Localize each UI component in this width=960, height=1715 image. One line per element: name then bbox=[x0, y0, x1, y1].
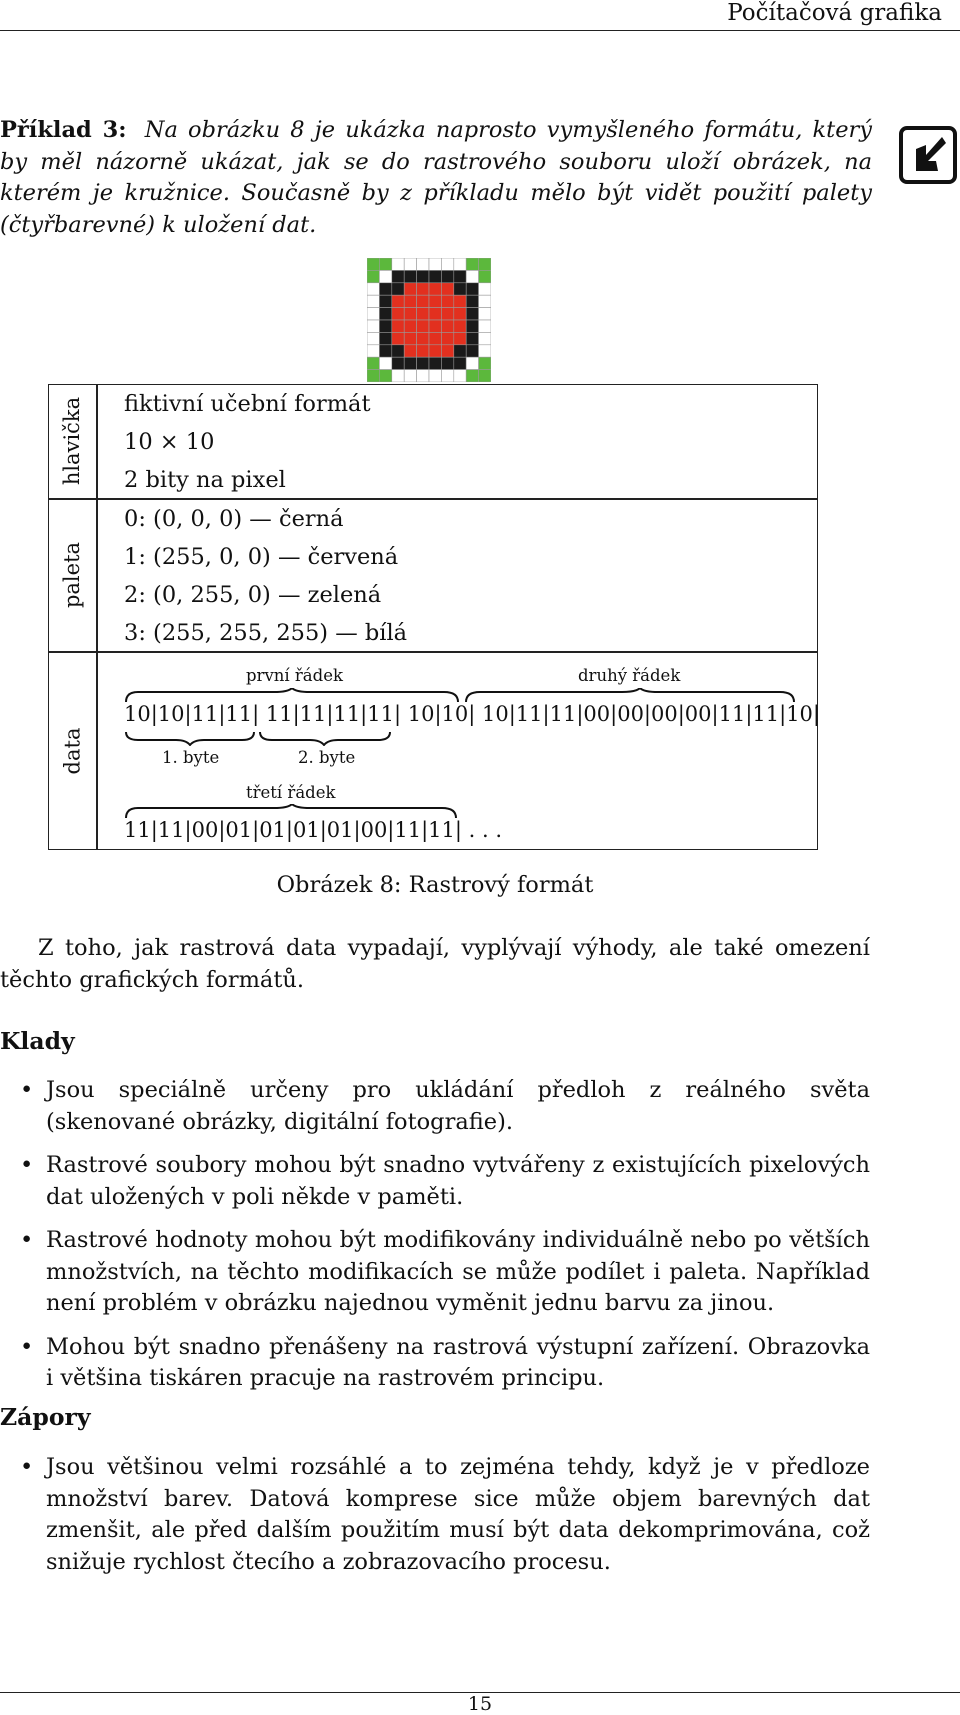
header-rule bbox=[0, 30, 960, 31]
pixel-cell bbox=[479, 345, 491, 357]
pixel-cell bbox=[441, 270, 453, 282]
pixel-cell bbox=[429, 357, 441, 369]
figure-caption: Obrázek 8: Rastrový formát bbox=[276, 872, 594, 898]
pixel-cell bbox=[379, 308, 391, 320]
cons-list bbox=[0, 1452, 870, 1590]
bits-byte-1: 10|10|11|11| bbox=[124, 702, 260, 726]
pixel-cell bbox=[454, 295, 466, 307]
pixel-cell bbox=[367, 308, 379, 320]
pixel-image bbox=[367, 258, 491, 382]
palette-line-3: 3: (255, 255, 255) — bílá bbox=[124, 620, 408, 646]
pixel-cell bbox=[367, 345, 379, 357]
section-header-label: hlavička bbox=[60, 396, 85, 486]
list-item: • Rastrové soubory mohou být snadno vytvářeny z existujících pixelových dat uložených v poli někde v paměti. bbox=[20, 1152, 870, 1210]
pros-list bbox=[0, 1075, 870, 1407]
pixel-cell bbox=[367, 357, 379, 369]
pixel-cell bbox=[404, 295, 416, 307]
list-item: • Mohou být snadno přenášeny na rastrová výstupní zařízení. Obrazovka i většina tiskáren pracuje na rastrovém principu. bbox=[20, 1333, 870, 1391]
pixel-cell bbox=[429, 295, 441, 307]
pixel-cell bbox=[404, 283, 416, 295]
pixel-cell bbox=[392, 270, 404, 282]
pixel-cell bbox=[466, 308, 478, 320]
pixel-cell bbox=[404, 357, 416, 369]
pixel-cell bbox=[441, 283, 453, 295]
pixel-cell bbox=[417, 258, 429, 270]
pixel-cell bbox=[441, 320, 453, 332]
header-line-1: fiktivní učební formát bbox=[124, 391, 371, 417]
byte-braces bbox=[124, 730, 394, 746]
pixel-cell bbox=[454, 332, 466, 344]
pixel-cell bbox=[392, 345, 404, 357]
pixel-cell bbox=[479, 258, 491, 270]
pixel-cell bbox=[479, 295, 491, 307]
pixel-cell bbox=[429, 332, 441, 344]
pixel-cell bbox=[404, 320, 416, 332]
pixel-cell bbox=[466, 357, 478, 369]
pixel-cell bbox=[429, 258, 441, 270]
data-bits-row1 bbox=[124, 702, 820, 726]
pixel-cell bbox=[404, 345, 416, 357]
bits-row2: 10|11|11|00|00|00|00|11|11|10| bbox=[475, 702, 820, 726]
pixel-cell bbox=[479, 308, 491, 320]
pixel-cell bbox=[367, 270, 379, 282]
pixel-cell bbox=[479, 370, 491, 382]
row2-label: druhý řádek bbox=[578, 666, 681, 685]
pixel-cell bbox=[379, 295, 391, 307]
pixel-cell bbox=[429, 270, 441, 282]
pixel-cell bbox=[454, 283, 466, 295]
pixel-cell bbox=[392, 357, 404, 369]
pixel-cell bbox=[479, 332, 491, 344]
example-paragraph bbox=[0, 115, 872, 241]
pixel-cell bbox=[379, 345, 391, 357]
pixel-cell bbox=[367, 283, 379, 295]
pixel-cell bbox=[479, 283, 491, 295]
pixel-cell bbox=[379, 370, 391, 382]
intro-paragraph: Z toho, jak rastrová data vypadají, vyplývají výhody, ale také omezení těchto grafických formátů. bbox=[0, 935, 870, 993]
pixel-cell bbox=[441, 345, 453, 357]
pixel-cell bbox=[454, 320, 466, 332]
data-bits-row3 bbox=[124, 818, 502, 842]
pixel-cell bbox=[404, 270, 416, 282]
pixel-cell bbox=[367, 332, 379, 344]
pros-heading: Klady bbox=[0, 1027, 75, 1055]
example-hand-icon bbox=[898, 125, 958, 185]
pixel-cell bbox=[441, 357, 453, 369]
pixel-cell bbox=[417, 345, 429, 357]
palette-line-1: 1: (255, 0, 0) — červená bbox=[124, 544, 399, 570]
pixel-cell bbox=[417, 370, 429, 382]
pixel-cell bbox=[404, 370, 416, 382]
pixel-cell bbox=[454, 308, 466, 320]
pixel-cell bbox=[379, 258, 391, 270]
byte2-label: 2. byte bbox=[298, 748, 356, 767]
pixel-cell bbox=[367, 370, 379, 382]
pixel-cell bbox=[466, 283, 478, 295]
pixel-cell bbox=[479, 357, 491, 369]
bits-row3: 11|11|00|01|01|01|01|00|11|11| bbox=[124, 818, 462, 842]
pixel-cell bbox=[367, 295, 379, 307]
pixel-cell bbox=[479, 270, 491, 282]
pixel-cell bbox=[392, 308, 404, 320]
pixel-cell bbox=[441, 370, 453, 382]
pixel-cell bbox=[429, 283, 441, 295]
pixel-cell bbox=[441, 332, 453, 344]
pixel-cell bbox=[429, 308, 441, 320]
pixel-cell bbox=[466, 370, 478, 382]
bits-row1-rest: 10|10| bbox=[401, 702, 476, 726]
pixel-cell bbox=[466, 295, 478, 307]
pixel-cell bbox=[417, 308, 429, 320]
byte1-label: 1. byte bbox=[162, 748, 220, 767]
pixel-cell bbox=[429, 345, 441, 357]
pixel-cell bbox=[466, 345, 478, 357]
pixel-cell bbox=[466, 270, 478, 282]
palette-line-0: 0: (0, 0, 0) — černá bbox=[124, 506, 344, 532]
pixel-cell bbox=[441, 308, 453, 320]
pixel-cell bbox=[367, 258, 379, 270]
pixel-cell bbox=[454, 258, 466, 270]
pixel-cell bbox=[479, 320, 491, 332]
page-number: 15 bbox=[467, 1693, 493, 1715]
pixel-cell bbox=[392, 320, 404, 332]
header-line-3: 2 bity na pixel bbox=[124, 467, 286, 493]
example-label: Příklad 3: bbox=[0, 117, 127, 143]
pixel-cell bbox=[417, 357, 429, 369]
example-text: Na obrázku 8 je ukázka naprosto vymyšleného formátu, který by měl názorně ukázat, jak se do rastrového souboru uloží obrázek, na kterém je kružnice. Současně by z příkladu mělo být vidět použití palety (čtyřbarevné) k uložení dat. bbox=[0, 117, 872, 238]
pixel-cell bbox=[454, 270, 466, 282]
format-divider bbox=[96, 384, 98, 850]
pixel-cell bbox=[466, 320, 478, 332]
running-title: Počítačová grafika bbox=[727, 0, 942, 26]
pixel-cell bbox=[392, 370, 404, 382]
pixel-cell bbox=[417, 270, 429, 282]
header-line-2: 10 × 10 bbox=[124, 429, 215, 455]
pixel-cell bbox=[404, 308, 416, 320]
pixel-cell bbox=[392, 332, 404, 344]
pixel-cell bbox=[417, 332, 429, 344]
list-item: • Jsou speciálně určeny pro ukládání předloh z reálného světa (skenované obrázky, digitální fotografie). bbox=[20, 1077, 870, 1135]
palette-line-2: 2: (0, 255, 0) — zelená bbox=[124, 582, 382, 608]
pixel-cell bbox=[392, 258, 404, 270]
pixel-cell bbox=[466, 258, 478, 270]
pixel-cell bbox=[454, 370, 466, 382]
pixel-cell bbox=[466, 332, 478, 344]
pixel-cell bbox=[379, 270, 391, 282]
pixel-cell bbox=[367, 320, 379, 332]
list-item: • Rastrové hodnoty mohou být modifikovány individuálně nebo po větších množstvích, na těchto modifikacích se může podílet i paleta. Například není problém v obrázku najednou vyměnit jednu barvu za jinou. bbox=[20, 1227, 870, 1316]
pixel-cell bbox=[379, 320, 391, 332]
list-item: • Jsou většinou velmi rozsáhlé a to zejména tehdy, když je v předloze množství barev. Datová komprese sice může objem barevných dat zmenšit, ale před dalším použitím musí být data dekomprimována, což snižuje rychlost čtecího a zobrazovacího procesu. bbox=[20, 1454, 870, 1575]
pixel-cell bbox=[392, 295, 404, 307]
pixel-cell bbox=[404, 332, 416, 344]
section-palette-label: paleta bbox=[60, 541, 85, 608]
pixel-cell bbox=[392, 283, 404, 295]
pixel-cell bbox=[429, 320, 441, 332]
pixel-cell bbox=[417, 283, 429, 295]
pixel-cell bbox=[379, 332, 391, 344]
pixel-cell bbox=[454, 345, 466, 357]
bits-ellipsis: . . . bbox=[468, 818, 503, 842]
pixel-cell bbox=[379, 283, 391, 295]
bits-byte-2: 11|11|11|11| bbox=[259, 702, 402, 726]
pixel-cell bbox=[441, 295, 453, 307]
pixel-cell bbox=[454, 357, 466, 369]
pixel-cell bbox=[379, 357, 391, 369]
pixel-cell bbox=[404, 258, 416, 270]
pixel-cell bbox=[417, 295, 429, 307]
cons-heading: Zápory bbox=[0, 1403, 91, 1431]
pixel-cell bbox=[417, 320, 429, 332]
section-data-label: data bbox=[59, 727, 84, 774]
row3-label: třetí řádek bbox=[246, 783, 336, 802]
pixel-cell bbox=[441, 258, 453, 270]
row1-label: první řádek bbox=[246, 666, 343, 685]
pixel-cell bbox=[429, 370, 441, 382]
